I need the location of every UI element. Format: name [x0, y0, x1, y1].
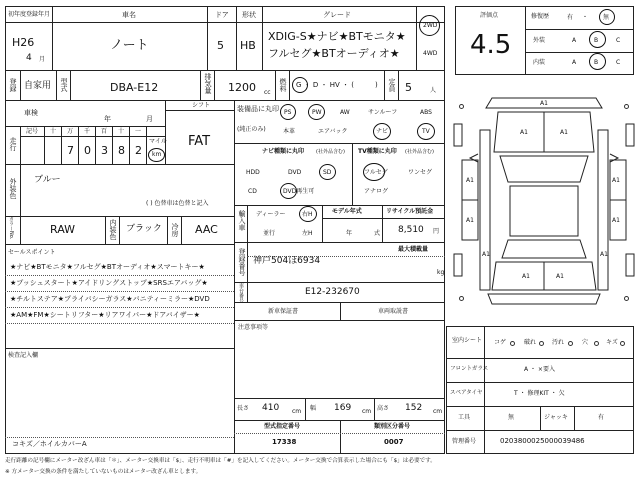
displacement: 1200	[228, 81, 256, 94]
car-name-label: 車名	[122, 11, 136, 19]
mileage-digit: 7	[67, 144, 74, 157]
inspector-note: コキズ／ホイルカバーA	[12, 440, 87, 448]
height-value: 152	[405, 403, 423, 413]
body-shape: HB	[240, 39, 256, 52]
digit-header: 万	[67, 128, 74, 135]
equipment-ps: PS	[284, 109, 292, 116]
model-code: DBA-E12	[110, 81, 159, 94]
damage-mark-a1: A1	[466, 177, 474, 184]
damage-mark-a1: A1	[556, 273, 564, 280]
reg-label: 登録	[9, 78, 17, 92]
displacement-unit: cc	[264, 89, 271, 96]
width-label: 幅	[310, 405, 317, 412]
equipment-abs: ABS	[420, 109, 432, 116]
exterior-grade-c: C	[616, 37, 621, 44]
navi-cd: CD	[248, 188, 257, 195]
first-reg-label: 初年度登録年月	[8, 11, 51, 18]
interior-item: 破れ	[524, 339, 537, 346]
type-approval: 17338	[272, 438, 297, 446]
shape-label: 形状	[242, 11, 256, 19]
aircon-label: 冷房	[171, 223, 179, 237]
chassis-number: E12-232670	[305, 287, 360, 297]
selling-points-label: セールスポイント	[8, 249, 56, 256]
chassis-label: 車台番号	[238, 283, 244, 303]
digit-header: 千	[84, 128, 91, 135]
damage-mark-a1: A1	[612, 217, 620, 224]
mileage-digit: 2	[135, 144, 142, 157]
capacity-label: 定員	[388, 78, 396, 92]
equipment-pw: PW	[312, 109, 322, 116]
equipment-label: 装備品に丸印	[237, 105, 279, 113]
capacity: 5	[405, 81, 412, 94]
notes-label: 注意事項等	[238, 324, 269, 331]
exterior-grade-a: A	[572, 37, 577, 44]
navi-hdd: HDD	[246, 169, 260, 176]
footer-note-1: 走行距離の記号欄にメーター改ざん車は「＊」、メーター交換車は「$」、走行不明車は「#」を記入してください。メーター交換で合算表示した場合にも「$」は必要です。	[5, 458, 436, 464]
selling-point-line: ★チルトステア★プライバシーガラス★バニティーミラー★DVD	[10, 295, 210, 303]
max-load-unit: kg	[437, 269, 445, 276]
equipment-airbag: エアバック	[318, 128, 348, 135]
first-reg-month: 4	[26, 53, 32, 63]
repair-label: 修復歴	[531, 13, 550, 20]
inspector-label: 検査記入欄	[8, 352, 39, 359]
length-unit: cm	[292, 408, 302, 415]
spare-tire-options: T ・ 修理KIT ・ 欠	[514, 390, 565, 397]
shift-label: シフト	[192, 102, 211, 109]
recycle-amount: 8,510	[398, 225, 424, 235]
interior-grade-b: B	[594, 59, 599, 66]
interior-item: コゲ	[494, 339, 507, 346]
fuel-label: 燃料	[279, 78, 287, 92]
capacity-unit: 人	[430, 87, 437, 94]
damage-mark-a1: A1	[612, 177, 620, 184]
digit-header: 一	[135, 128, 142, 135]
tire-marker	[624, 296, 629, 301]
height-label: 高さ	[377, 405, 390, 412]
reg-type: 自家用	[24, 81, 52, 91]
inspection-label: 車検	[24, 109, 38, 117]
mileage-label: 走行	[9, 137, 17, 151]
tools-label: 工具	[458, 414, 471, 421]
import-label: 輸入車	[238, 210, 246, 231]
management-label: 管理番号	[452, 438, 477, 445]
selling-point-line: ★プッシュスタート★アイドリングストップ★SRSエアバッグ★	[10, 279, 208, 287]
mileage-digit: 3	[101, 144, 108, 157]
exterior-color-note: ( ) 色替車は色替と記入	[146, 200, 209, 207]
inspection-year: 年	[104, 115, 111, 123]
damage-mark-a1: A1	[560, 129, 568, 136]
tv-sub: (社外品含む)	[405, 149, 434, 155]
equipment-sublabel: (純正のみ)	[237, 126, 266, 133]
windshield-options: A ・ ×要入	[524, 366, 555, 373]
import-right: 右H	[302, 211, 313, 218]
length-label: 長さ	[237, 405, 250, 412]
new-warranty: 新車保証書	[268, 308, 299, 315]
navi-label: ナビ種類に丸印	[262, 148, 305, 155]
category-label: 類別区分番号	[374, 423, 411, 430]
drive-2wd: 2WD	[423, 22, 438, 29]
damage-mark-a1: A1	[540, 100, 548, 107]
mileage-digit: 8	[118, 144, 125, 157]
grade-label: グレード	[323, 11, 351, 19]
fuel-options: G ・ D ・ HV ・ ( )	[296, 81, 378, 89]
type-approval-label: 型式指定番号	[264, 423, 301, 430]
shift-value: FAT	[188, 134, 211, 149]
interior-color-label: 内装色	[109, 219, 117, 240]
damage-mark-a1: A1	[520, 129, 528, 136]
row1-bottom	[5, 70, 445, 71]
width-unit: cm	[362, 408, 372, 415]
damage-mark-a1: A1	[482, 251, 490, 258]
interior-grade-c: C	[616, 59, 621, 66]
jack-label: ジャッキ	[544, 414, 568, 421]
interior-item: キズ	[606, 339, 618, 346]
interior-item: 汚れ	[552, 339, 565, 346]
unit-km: km	[152, 151, 162, 158]
windshield-label: フロントガラス	[450, 366, 489, 372]
interior-seat-label: 室内シート	[452, 337, 483, 344]
selling-point-line: ★AM★FM★シートリフター★リアワイパー★ドアバイザー★	[10, 311, 200, 319]
interior-grade-label: 内装	[533, 59, 546, 66]
car-outline-svg	[452, 90, 636, 318]
door-label: ドア	[215, 11, 229, 19]
drive-4wd: 4WD	[423, 50, 438, 57]
tv-oneseg: ワンセグ	[408, 169, 433, 176]
tire-marker	[459, 104, 464, 109]
score-value: 4.5	[470, 30, 512, 60]
unit-mile: マイル	[149, 138, 167, 145]
model-label: 型式	[60, 78, 68, 92]
recycle-unit: 円	[433, 228, 440, 235]
mileage-digit: 0	[84, 144, 91, 157]
interior-item: 穴	[582, 339, 589, 346]
digit-header-symbol: 記号	[26, 128, 39, 135]
max-load-label: 最大積載量	[398, 246, 429, 253]
height-unit: cm	[433, 408, 443, 415]
header-divider	[5, 22, 445, 23]
color-no: RAW	[50, 223, 75, 236]
damage-mark-a1: A1	[522, 273, 530, 280]
displacement-label: 排気量	[204, 73, 212, 94]
inspection-month: 月	[146, 115, 153, 123]
grade-line-2: フルセグ★BTオーディオ★	[268, 47, 400, 60]
aircon: AAC	[195, 223, 218, 236]
repair-yes: 有	[567, 14, 574, 21]
model-type-unit: 式	[374, 230, 381, 237]
first-reg-month-unit: 月	[39, 56, 46, 63]
first-reg-era: H26	[12, 36, 35, 49]
registration-label: 登録番号	[238, 248, 246, 276]
width-value: 169	[334, 403, 352, 413]
tv-fullseg: フルセグ	[364, 169, 388, 176]
equipment-leather: 本革	[283, 128, 296, 135]
tv-analog: アナログ	[364, 188, 389, 195]
exterior-grade-label: 外装	[533, 37, 546, 44]
category-number: 0007	[384, 438, 404, 446]
navi-dvd-play: DVD再生可	[283, 188, 315, 195]
tire-marker	[624, 104, 629, 109]
model-year-unit: 年	[346, 230, 353, 237]
length-value: 410	[262, 403, 280, 413]
navi-sd: SD	[323, 169, 332, 176]
tire-marker	[459, 296, 464, 301]
exterior-label: 外装色	[9, 178, 17, 199]
color-no-label: カラーNo.	[8, 216, 14, 240]
door-count: 5	[217, 39, 224, 52]
grade-line-1: XDIG-S★ナビ★BTモニタ★	[268, 30, 406, 43]
digit-header: 百	[101, 128, 108, 135]
selling-point-line: ★ナビ★BTモニタ★フルセグ★BTオーディオ★スマートキー★	[10, 263, 205, 271]
equipment-aw: AW	[340, 109, 350, 116]
equipment-tv: TV	[422, 128, 430, 135]
model-year-label: モデル年式	[332, 208, 362, 215]
jack-value: 有	[598, 414, 605, 421]
car-name: ノート	[110, 38, 149, 53]
footer-note-2: ※ 方メーター交換の条件を満たしていないものはメーター改ざん車とします。	[5, 469, 202, 475]
damage-mark-a1: A1	[600, 251, 608, 258]
digit-header: 十	[118, 128, 125, 135]
digit-header: 十	[50, 128, 57, 135]
interior-grade-a: A	[572, 59, 577, 66]
tv-label: TV種類に丸印	[358, 148, 397, 155]
vehicle-manual: 車両取説書	[378, 308, 409, 315]
navi-dvd: DVD	[288, 169, 302, 176]
repair-no: 無	[603, 14, 610, 21]
import-dealer: ディーラー	[256, 211, 286, 218]
interior-color: ブラック	[126, 224, 162, 234]
equipment-sunroof: サンルーフ	[368, 109, 398, 116]
exterior-color: ブルー	[34, 175, 61, 185]
damage-mark-a1: A1	[466, 217, 474, 224]
tools-value: 無	[508, 414, 515, 421]
car-damage-diagram	[452, 90, 636, 318]
navi-sub: (社外品含む)	[316, 149, 345, 155]
equipment-navi: ナビ	[376, 128, 389, 135]
import-left: 左H	[302, 230, 313, 237]
import-parallel: 並行	[263, 230, 276, 237]
registration-plate: 神戸504ほ6934	[253, 256, 321, 266]
management-number: 0203800025000039486	[500, 437, 585, 445]
spare-tire-label: スペアタイヤ	[450, 390, 483, 396]
score-label: 評価点	[480, 12, 499, 19]
exterior-grade-b: B	[594, 37, 599, 44]
recycle-label: リサイクル預託金	[386, 208, 434, 215]
